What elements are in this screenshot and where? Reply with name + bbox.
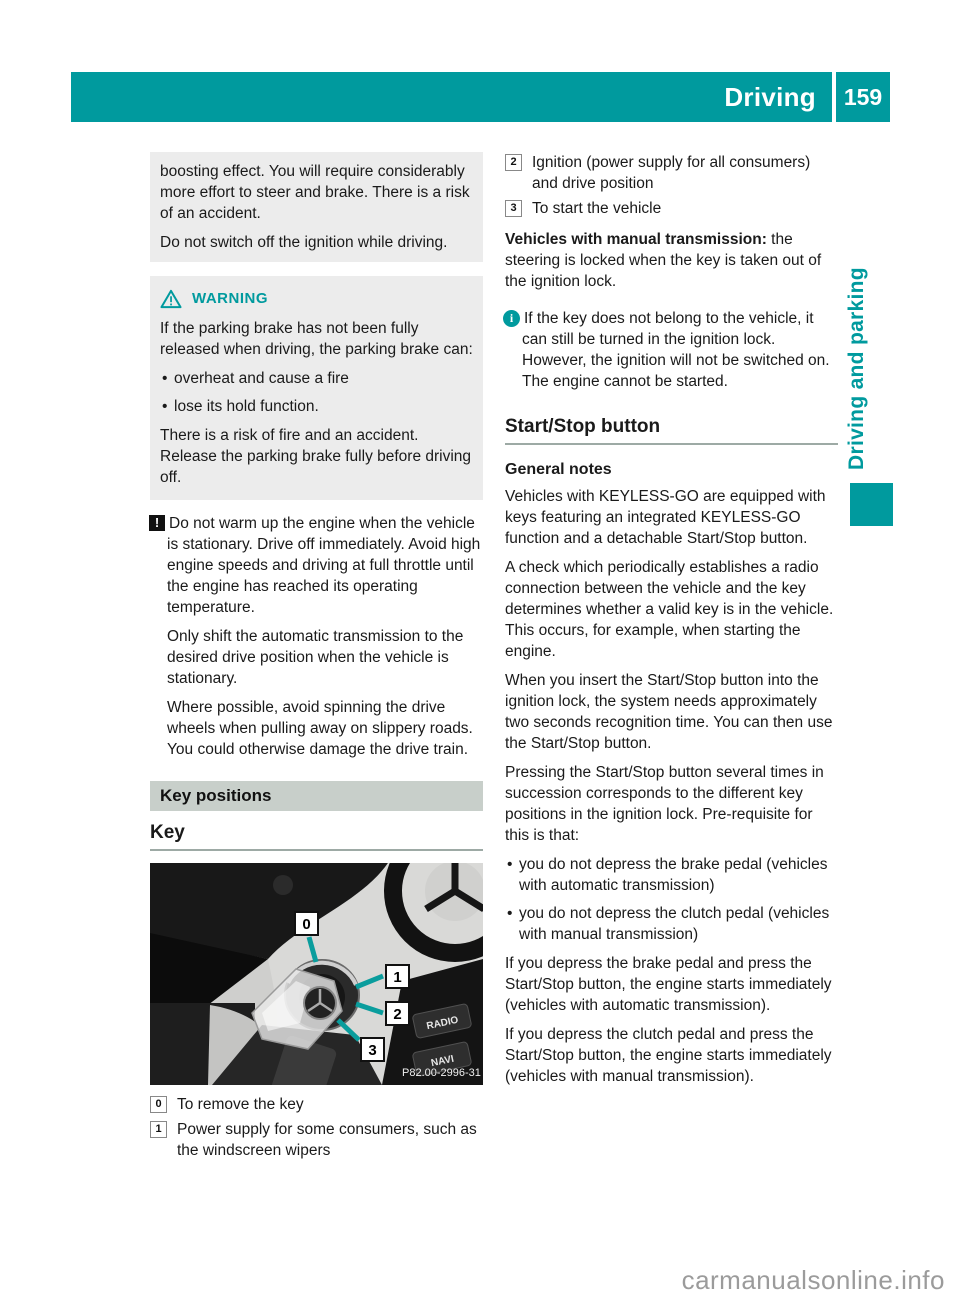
warning-title: WARNING <box>192 290 268 307</box>
intro-paragraph: boosting effect. You will require considerably more effort to steer and brake. There is a risk of an accident. <box>160 163 470 222</box>
radio-button-label: RADIO <box>425 1014 460 1033</box>
navi-button-label: NAVI <box>430 1053 455 1070</box>
page-number: 159 <box>836 72 890 122</box>
prerequisite-bullet: • you do not depress the brake pedal (vehicles with automatic transmission) <box>505 854 838 896</box>
figure-label-1: 1 <box>393 969 402 986</box>
figure-label-0: 0 <box>302 916 311 933</box>
legend-text: To remove the key <box>177 1096 304 1113</box>
section-header-key-positions: Key positions <box>150 781 483 811</box>
legend-number-box: 1 <box>150 1121 167 1138</box>
ignition-key-figure <box>150 863 483 1085</box>
subheading-general-notes: General notes <box>505 461 612 478</box>
legend-item <box>505 152 838 194</box>
notice-paragraph: Do not warm up the engine when the vehicle is stationary. Drive off immediately. Avoid high engine speeds and driving at full throttle until the engine has reached its operating temperature. <box>167 515 481 616</box>
info-note <box>505 308 838 392</box>
manual-transmission-paragraph <box>505 229 838 292</box>
figure-legend-right <box>505 152 838 219</box>
text-run: the steering is locked when the key is taken out of the ignition lock. <box>505 231 822 290</box>
notice-block <box>150 513 483 760</box>
left-column <box>150 152 483 1165</box>
right-column <box>505 152 838 1087</box>
prerequisite-bullet-list <box>505 854 838 945</box>
bold-run: Vehicles with manual transmission: <box>505 231 767 248</box>
body-paragraph: If you depress the clutch pedal and press the Start/Stop button, the engine starts immediately (vehicles with manual transmission). <box>505 1026 832 1085</box>
notice-paragraph: Only shift the automatic transmission to the desired drive position when the vehicle is stationary. <box>167 628 464 687</box>
legend-number-box: 0 <box>150 1096 167 1113</box>
figure-code: P82.00-2996-31 <box>402 1067 481 1079</box>
warning-bullet-list <box>160 368 473 417</box>
warning-triangle-icon <box>160 289 182 309</box>
notice-paragraph: Where possible, avoid spinning the drive wheels when pulling away on slippery roads. You could otherwise damage the drive train. <box>167 699 473 758</box>
header-section-title: Driving <box>724 81 816 112</box>
figure-label-2: 2 <box>393 1006 402 1023</box>
info-note-text: If the key does not belong to the vehicle, it can still be turned in the ignition lock. However, the ignition will not be switched on. The engine cannot be started. <box>522 310 830 390</box>
warning-box <box>150 276 483 500</box>
info-icon: i <box>503 310 520 327</box>
body-paragraph: Vehicles with KEYLESS-GO are equipped with keys featuring an integrated KEYLESS-GO function and a detachable Start/Stop button. <box>505 488 826 547</box>
header-bar <box>71 72 832 122</box>
warning-bullet: • overheat and cause a fire <box>160 368 473 389</box>
intro-paragraph: Do not switch off the ignition while driving. <box>160 234 448 251</box>
warning-header <box>160 288 473 309</box>
chapter-tab-marker <box>850 483 893 526</box>
chapter-tab-label: Driving and parking <box>845 267 868 470</box>
legend-item <box>150 1119 483 1161</box>
warning-bullet: • lose its hold function. <box>160 396 473 417</box>
legend-item <box>150 1094 483 1115</box>
figure-label-3: 3 <box>368 1042 377 1059</box>
figure-legend-left <box>150 1094 483 1161</box>
body-paragraph: If you depress the brake pedal and press the Start/Stop button, the engine starts immediately (vehicles with automatic transmission). <box>505 955 832 1014</box>
prerequisite-bullet: • you do not depress the clutch pedal (vehicles with manual transmission) <box>505 903 838 945</box>
watermark-text: carmanualsonline.info <box>681 1265 945 1295</box>
legend-number-box: 3 <box>505 200 522 217</box>
warning-text: There is a risk of fire and an accident. Release the parking brake fully before driving off. <box>160 427 472 486</box>
body-paragraph: When you insert the Start/Stop button into the ignition lock, the system needs approximately two seconds recognition time. You can then use the Start/Stop button. <box>505 672 833 752</box>
continuation-warning-box <box>150 152 483 262</box>
legend-number-box: 2 <box>505 154 522 171</box>
legend-text: Power supply for some consumers, such as the windscreen wipers <box>177 1121 477 1159</box>
legend-text: To start the vehicle <box>532 200 662 217</box>
legend-item <box>505 198 838 219</box>
body-paragraph: Pressing the Start/Stop button several times in succession corresponds to the different key positions in the ignition lock. Pre-requisite for this is that: <box>505 764 824 844</box>
section-heading-start-stop: Start/Stop button <box>505 416 838 445</box>
subsection-heading-key: Key <box>150 822 483 851</box>
warning-text: If the parking brake has not been fully released when driving, the parking brake can: <box>160 320 473 358</box>
legend-text: Ignition (power supply for all consumers) and drive position <box>532 154 811 192</box>
body-paragraph: A check which periodically establishes a radio connection between the vehicle and the key determines whether a valid key is in the vehicle. This occurs, for example, when starting the engine. <box>505 559 834 660</box>
exclamation-icon: ! <box>149 515 165 531</box>
